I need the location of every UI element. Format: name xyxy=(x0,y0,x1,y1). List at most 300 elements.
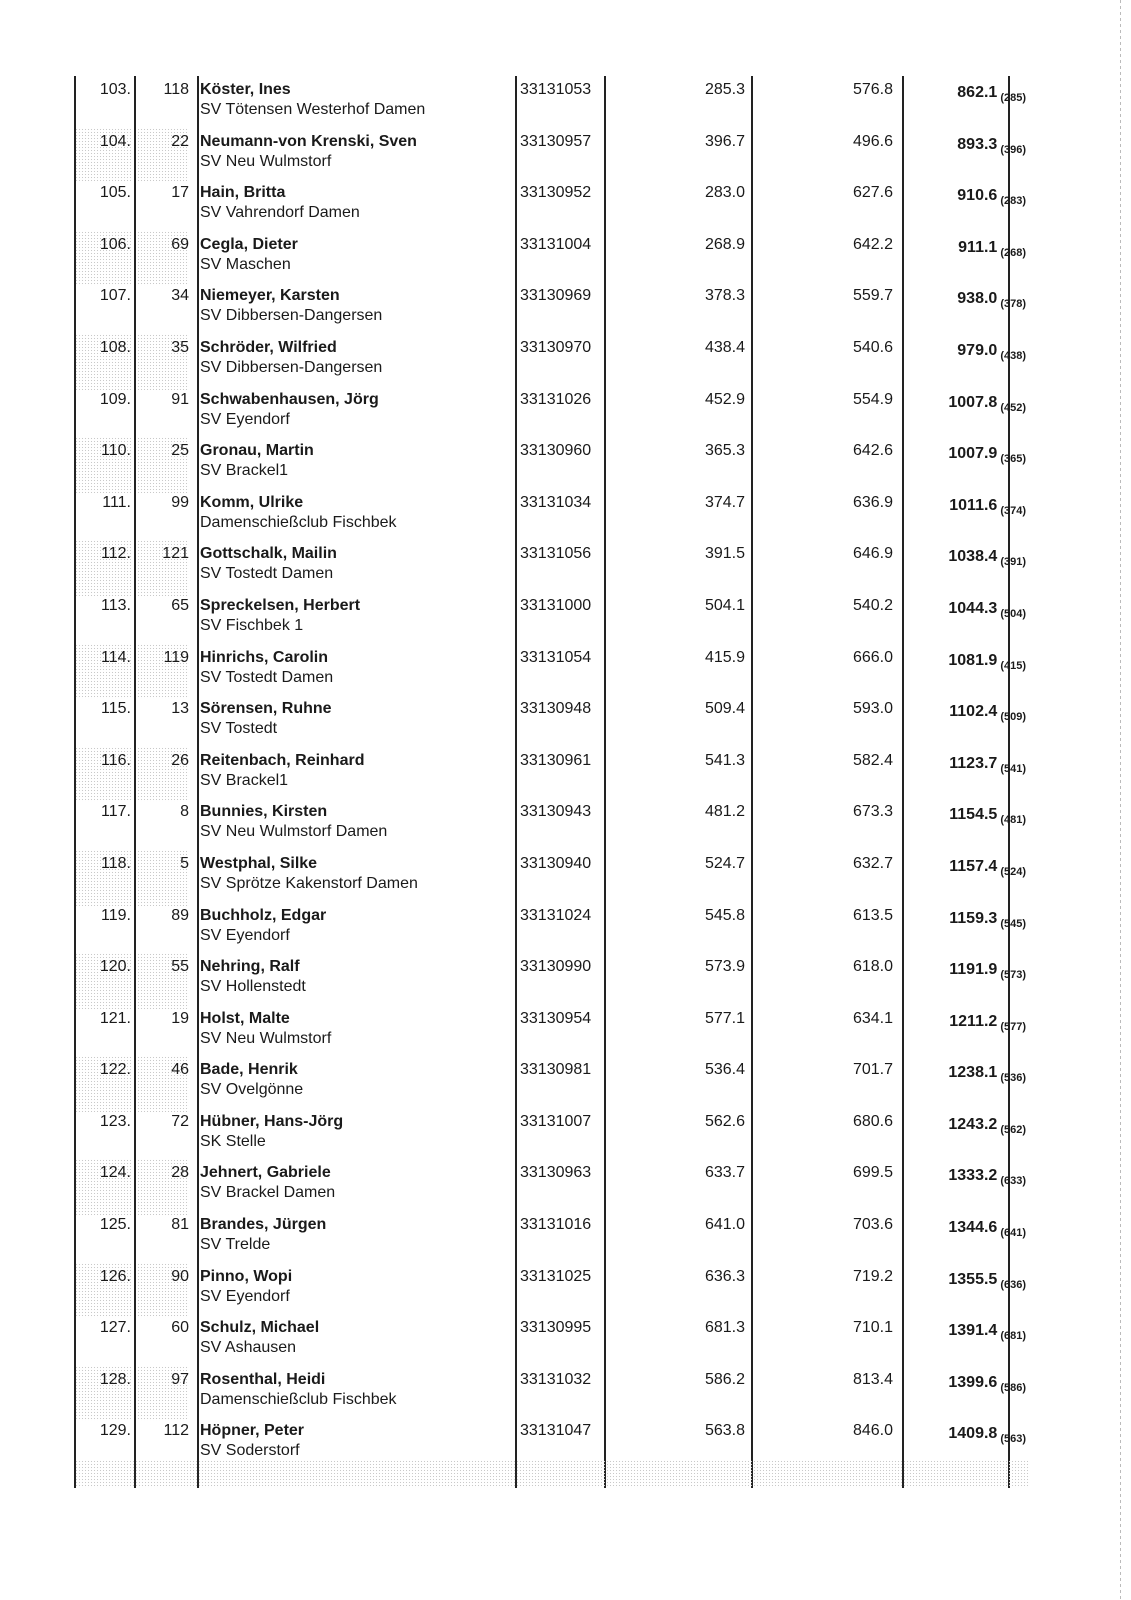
id-cell: 33130961 xyxy=(520,751,592,769)
start-number-cell: 17 xyxy=(171,184,189,202)
rank-cell: 108. xyxy=(75,334,131,390)
shooter-name: Westphal, Silke xyxy=(200,854,318,872)
start-number-cell: 65 xyxy=(171,596,189,614)
score1-cell: 509.4 xyxy=(704,700,745,718)
id-cell: 33130970 xyxy=(520,338,592,356)
club-name: SV Vahrendorf Damen xyxy=(200,204,360,222)
name-cell xyxy=(200,1314,520,1370)
total-cell xyxy=(901,334,1026,393)
id-cell: 33131000 xyxy=(520,596,592,614)
best-value: (573) xyxy=(1000,969,1026,982)
shooter-name: Hübner, Hans-Jörg xyxy=(200,1112,344,1130)
id-cell: 33130995 xyxy=(520,1319,592,1337)
total-value: 1391.4 xyxy=(948,1322,998,1340)
table-row xyxy=(75,1108,1030,1160)
start-number-cell: 112 xyxy=(163,1422,189,1440)
best-value: (545) xyxy=(1000,917,1026,930)
start-number-cell: 121 xyxy=(137,540,189,596)
start-number-cell: 22 xyxy=(137,128,189,184)
club-name: SV Brackel1 xyxy=(200,771,289,789)
total-cell xyxy=(901,179,1026,238)
score1-cell: 633.7 xyxy=(704,1164,745,1182)
club-name: SV Dibbersen-Dangersen xyxy=(200,358,383,376)
rank-cell: 104. xyxy=(75,128,131,184)
rank-cell: 115. xyxy=(101,700,131,718)
table-row xyxy=(75,386,1030,438)
name-cell xyxy=(200,437,520,493)
best-value: (452) xyxy=(1000,401,1026,414)
table-row xyxy=(75,1366,1030,1418)
total-value: 1044.3 xyxy=(948,599,998,617)
total-value: 1238.1 xyxy=(948,1064,998,1082)
total-cell xyxy=(901,386,1026,445)
id-cell: 33130954 xyxy=(520,1009,592,1027)
name-cell xyxy=(200,386,520,442)
total-cell xyxy=(901,1314,1026,1373)
table-row xyxy=(75,798,1030,850)
table-row xyxy=(75,695,1030,747)
table-row xyxy=(75,953,1030,1005)
id-cell: 33130943 xyxy=(520,803,592,821)
score1-cell: 681.3 xyxy=(704,1319,745,1337)
start-number-cell: 34 xyxy=(171,287,189,305)
start-number-cell: 5 xyxy=(137,850,189,906)
best-value: (481) xyxy=(1000,814,1026,827)
rank-cell: 105. xyxy=(99,184,131,202)
best-value: (636) xyxy=(1000,1278,1026,1291)
best-value: (633) xyxy=(1000,1175,1026,1188)
score2-cell: 554.9 xyxy=(852,390,893,408)
score2-cell: 634.1 xyxy=(852,1009,893,1027)
score2-cell: 582.4 xyxy=(852,751,893,769)
start-number-cell: 60 xyxy=(171,1319,189,1337)
club-name: SV Neu Wulmstorf xyxy=(200,152,332,170)
name-cell xyxy=(200,76,520,132)
start-number-cell: 81 xyxy=(171,1216,189,1234)
total-value: 1409.8 xyxy=(948,1425,998,1443)
score1-cell: 391.5 xyxy=(704,545,745,563)
shooter-name: Schwabenhausen, Jörg xyxy=(200,390,379,408)
rank-cell: 106. xyxy=(75,231,131,287)
table-row xyxy=(75,1314,1030,1366)
score2-cell: 673.3 xyxy=(852,803,893,821)
rank-cell: 103. xyxy=(99,81,131,98)
id-cell: 33130948 xyxy=(520,700,592,718)
name-cell xyxy=(200,1159,520,1215)
shooter-name: Holst, Malte xyxy=(200,1009,290,1027)
score2-cell: 559.7 xyxy=(852,287,893,305)
name-cell xyxy=(200,540,520,596)
rank-cell: 121. xyxy=(99,1009,131,1027)
table-row xyxy=(75,1056,1030,1108)
total-cell xyxy=(901,644,1026,703)
club-name: SV Fischbek 1 xyxy=(200,616,304,634)
rank-cell: 129. xyxy=(99,1422,131,1440)
score1-cell: 545.8 xyxy=(704,906,745,924)
score2-cell: 618.0 xyxy=(852,958,893,976)
shooter-name: Niemeyer, Karsten xyxy=(200,287,340,305)
rank-cell: 127. xyxy=(99,1319,131,1337)
results-table xyxy=(75,76,1030,1469)
rank-cell: 114. xyxy=(75,644,131,700)
table-row xyxy=(75,334,1030,386)
shooter-name: Bunnies, Kirsten xyxy=(200,803,328,821)
total-value: 1102.4 xyxy=(949,703,998,721)
shooter-name: Spreckelsen, Herbert xyxy=(200,596,361,614)
id-cell: 33131054 xyxy=(520,648,592,666)
club-name: SV Sprötze Kakenstorf Damen xyxy=(200,874,418,892)
rank-cell: 111. xyxy=(102,493,131,511)
rank-cell: 119. xyxy=(101,906,131,924)
score1-cell: 396.7 xyxy=(704,132,745,150)
best-value: (365) xyxy=(1000,453,1026,466)
score2-cell: 642.6 xyxy=(852,442,893,460)
club-name: SV Trelde xyxy=(200,1236,271,1254)
start-number-cell: 25 xyxy=(137,437,189,493)
scan-edge xyxy=(1120,0,1121,1600)
total-cell xyxy=(901,695,1026,754)
score2-cell: 703.6 xyxy=(852,1216,893,1234)
rank-cell: 120. xyxy=(75,953,131,1009)
score2-cell: 646.9 xyxy=(852,545,893,563)
start-number-cell: 119 xyxy=(137,644,189,700)
club-name: SV Eyendorf xyxy=(200,1287,290,1305)
club-name: SV Neu Wulmstorf xyxy=(200,1029,332,1047)
rank-cell: 128. xyxy=(75,1366,131,1422)
score1-cell: 374.7 xyxy=(704,493,745,511)
score1-cell: 452.9 xyxy=(704,390,745,408)
table-row xyxy=(75,76,1030,128)
shooter-name: Höpner, Peter xyxy=(200,1422,305,1440)
score2-cell: 710.1 xyxy=(852,1319,893,1337)
best-value: (504) xyxy=(1000,607,1026,620)
start-number-cell: 90 xyxy=(137,1263,189,1319)
best-value: (396) xyxy=(1000,143,1026,156)
name-cell xyxy=(200,231,520,287)
club-name: SV Eyendorf xyxy=(200,410,290,428)
total-value: 1399.6 xyxy=(948,1373,998,1391)
name-cell xyxy=(200,1211,520,1267)
club-name: SV Tötensen Westerhof Damen xyxy=(200,101,426,118)
score2-cell: 627.6 xyxy=(852,184,893,202)
club-name: SV Hollenstedt xyxy=(200,978,306,996)
best-value: (577) xyxy=(1000,1020,1026,1033)
total-cell xyxy=(901,128,1026,187)
score2-cell: 699.5 xyxy=(852,1164,893,1182)
score1-cell: 636.3 xyxy=(704,1267,745,1285)
score2-cell: 613.5 xyxy=(852,906,893,924)
total-value: 1211.2 xyxy=(949,1012,998,1030)
score1-cell: 504.1 xyxy=(704,596,745,614)
best-value: (391) xyxy=(1000,556,1026,569)
total-value: 893.3 xyxy=(957,135,998,153)
shooter-name: Nehring, Ralf xyxy=(200,958,300,976)
start-number-cell: 99 xyxy=(171,493,189,511)
score2-cell: 813.4 xyxy=(852,1370,893,1388)
total-cell xyxy=(901,1159,1026,1218)
total-value: 1333.2 xyxy=(948,1167,998,1185)
score2-cell: 701.7 xyxy=(852,1061,893,1079)
total-cell xyxy=(901,798,1026,857)
rank-cell: 116. xyxy=(75,747,131,803)
club-name: SV Maschen xyxy=(200,255,291,273)
name-cell xyxy=(200,1005,520,1061)
best-value: (509) xyxy=(1000,711,1026,724)
score1-cell: 365.3 xyxy=(704,442,745,460)
rank-cell: 110. xyxy=(75,437,131,493)
total-value: 1038.4 xyxy=(948,548,998,566)
start-number-cell: 26 xyxy=(137,747,189,803)
total-value: 1191.9 xyxy=(949,961,998,979)
shooter-name: Schröder, Wilfried xyxy=(200,338,337,356)
name-cell xyxy=(200,644,520,700)
total-value: 1081.9 xyxy=(948,651,998,669)
best-value: (586) xyxy=(1000,1381,1026,1394)
id-cell: 33130960 xyxy=(520,442,592,460)
name-cell xyxy=(200,128,520,184)
club-name: SK Stelle xyxy=(200,1132,266,1150)
table-row xyxy=(75,489,1030,541)
name-cell xyxy=(200,695,520,751)
club-name: Damenschießclub Fischbek xyxy=(200,1390,397,1408)
score1-cell: 541.3 xyxy=(704,751,745,769)
id-cell: 33130969 xyxy=(520,287,592,305)
table-row xyxy=(75,592,1030,644)
club-name: SV Neu Wulmstorf Damen xyxy=(200,823,388,841)
name-cell xyxy=(200,179,520,235)
score2-cell: 593.0 xyxy=(852,700,893,718)
score2-cell: 680.6 xyxy=(852,1112,893,1130)
shooter-name: Köster, Ines xyxy=(200,81,291,98)
total-cell xyxy=(901,850,1026,909)
table-row xyxy=(75,282,1030,334)
total-cell xyxy=(901,1366,1026,1425)
score1-cell: 378.3 xyxy=(704,287,745,305)
score2-cell: 846.0 xyxy=(852,1422,893,1440)
score2-cell: 576.8 xyxy=(852,81,893,98)
best-value: (374) xyxy=(1000,504,1026,517)
start-number-cell: 46 xyxy=(137,1056,189,1112)
best-value: (378) xyxy=(1000,298,1026,311)
id-cell: 33131056 xyxy=(520,545,592,563)
start-number-cell: 69 xyxy=(137,231,189,287)
club-name: SV Ovelgönne xyxy=(200,1081,304,1099)
total-cell xyxy=(901,76,1026,135)
name-cell xyxy=(200,798,520,854)
rank-cell: 117. xyxy=(101,803,131,821)
total-value: 911.1 xyxy=(958,238,998,256)
rank-cell: 125. xyxy=(99,1216,131,1234)
id-cell: 33130963 xyxy=(520,1164,592,1182)
start-number-cell: 13 xyxy=(171,700,189,718)
score2-cell: 540.2 xyxy=(852,596,893,614)
table-row xyxy=(75,747,1030,799)
best-value: (285) xyxy=(1000,92,1026,104)
start-number-cell: 89 xyxy=(171,906,189,924)
shooter-name: Neumann-von Krenski, Sven xyxy=(200,132,417,150)
name-cell xyxy=(200,902,520,958)
score1-cell: 536.4 xyxy=(704,1061,745,1079)
club-name: SV Brackel Damen xyxy=(200,1184,336,1202)
score1-cell: 562.6 xyxy=(704,1112,745,1130)
score1-cell: 438.4 xyxy=(704,338,745,356)
start-number-cell: 35 xyxy=(137,334,189,390)
shooter-name: Schulz, Michael xyxy=(200,1319,320,1337)
start-number-cell: 91 xyxy=(171,390,189,408)
total-cell xyxy=(901,1211,1026,1270)
total-value: 1007.9 xyxy=(948,445,998,463)
table-row xyxy=(75,850,1030,902)
best-value: (536) xyxy=(1000,1072,1026,1085)
best-value: (681) xyxy=(1000,1330,1026,1343)
rank-cell: 109. xyxy=(99,390,131,408)
best-value: (283) xyxy=(1000,195,1026,208)
start-number-cell: 8 xyxy=(180,803,189,821)
start-number-cell: 28 xyxy=(137,1159,189,1215)
start-number-cell: 72 xyxy=(171,1112,189,1130)
total-cell xyxy=(901,902,1026,961)
id-cell: 33130981 xyxy=(520,1061,592,1079)
start-number-cell: 55 xyxy=(137,953,189,1009)
total-cell xyxy=(901,747,1026,806)
score1-cell: 481.2 xyxy=(704,803,745,821)
table-row xyxy=(75,231,1030,283)
total-value: 862.1 xyxy=(957,84,998,101)
name-cell xyxy=(200,1108,520,1164)
club-name: SV Tostedt Damen xyxy=(200,668,334,686)
total-value: 1154.5 xyxy=(949,806,998,824)
id-cell: 33131047 xyxy=(520,1422,592,1440)
total-value: 1159.3 xyxy=(949,909,998,927)
total-cell xyxy=(901,953,1026,1012)
score1-cell: 524.7 xyxy=(704,854,745,872)
total-cell xyxy=(901,489,1026,548)
total-cell xyxy=(901,437,1026,496)
id-cell: 33131032 xyxy=(520,1370,592,1388)
shooter-name: Jehnert, Gabriele xyxy=(200,1164,331,1182)
shooter-name: Komm, Ulrike xyxy=(200,493,304,511)
total-cell xyxy=(901,1108,1026,1167)
best-value: (562) xyxy=(1000,1123,1026,1136)
total-cell xyxy=(901,540,1026,599)
total-cell xyxy=(901,282,1026,341)
table-row xyxy=(75,644,1030,696)
name-cell xyxy=(200,1263,520,1319)
score1-cell: 415.9 xyxy=(704,648,745,666)
id-cell: 33130990 xyxy=(520,958,592,976)
table-row xyxy=(75,1211,1030,1263)
total-cell xyxy=(901,1005,1026,1064)
score1-cell: 563.8 xyxy=(704,1422,745,1440)
total-cell xyxy=(901,1056,1026,1115)
total-value: 1157.4 xyxy=(949,857,998,875)
rank-cell: 113. xyxy=(101,596,131,614)
table-row xyxy=(75,1005,1030,1057)
total-value: 1344.6 xyxy=(948,1219,998,1237)
score2-cell: 642.2 xyxy=(852,235,893,253)
score2-cell: 636.9 xyxy=(852,493,893,511)
table-row xyxy=(75,179,1030,231)
shooter-name: Gronau, Martin xyxy=(200,442,314,460)
shooter-name: Hinrichs, Carolin xyxy=(200,648,329,666)
best-value: (415) xyxy=(1000,659,1026,672)
total-value: 938.0 xyxy=(957,290,998,308)
rank-cell: 123. xyxy=(99,1112,131,1130)
id-cell: 33130940 xyxy=(520,854,592,872)
club-name: SV Tostedt Damen xyxy=(200,565,334,583)
score1-cell: 285.3 xyxy=(704,81,745,98)
shooter-name: Rosenthal, Heidi xyxy=(200,1370,326,1388)
club-name: SV Soderstorf xyxy=(200,1442,300,1460)
id-cell: 33130952 xyxy=(520,184,592,202)
score1-cell: 268.9 xyxy=(704,235,745,253)
table-row xyxy=(75,437,1030,489)
score1-cell: 283.0 xyxy=(704,184,745,202)
score2-cell: 632.7 xyxy=(852,854,893,872)
id-cell: 33131034 xyxy=(520,493,592,511)
name-cell xyxy=(200,747,520,803)
table-row xyxy=(75,540,1030,592)
total-value: 1011.6 xyxy=(949,496,998,514)
score2-cell: 719.2 xyxy=(852,1267,893,1285)
start-number-cell: 97 xyxy=(137,1366,189,1422)
id-cell: 33131024 xyxy=(520,906,592,924)
total-value: 979.0 xyxy=(957,341,998,359)
total-value: 1123.7 xyxy=(949,754,998,772)
id-cell: 33131026 xyxy=(520,390,592,408)
total-cell xyxy=(901,231,1026,290)
total-cell xyxy=(901,1263,1026,1322)
total-value: 910.6 xyxy=(957,187,998,205)
shooter-name: Reitenbach, Reinhard xyxy=(200,751,365,769)
score1-cell: 573.9 xyxy=(704,958,745,976)
table-tail xyxy=(75,1460,1030,1488)
table-row xyxy=(75,902,1030,954)
club-name: SV Brackel1 xyxy=(200,462,289,480)
total-value: 1355.5 xyxy=(948,1270,998,1288)
best-value: (268) xyxy=(1000,246,1026,259)
total-cell xyxy=(901,592,1026,651)
table-row xyxy=(75,1263,1030,1315)
id-cell: 33131016 xyxy=(520,1216,592,1234)
shooter-name: Gottschalk, Mailin xyxy=(200,545,337,563)
shooter-name: Cegla, Dieter xyxy=(200,235,298,253)
name-cell xyxy=(200,592,520,648)
best-value: (438) xyxy=(1000,349,1026,362)
table-row xyxy=(75,128,1030,180)
score1-cell: 586.2 xyxy=(704,1370,745,1388)
id-cell: 33131007 xyxy=(520,1112,592,1130)
rank-cell: 118. xyxy=(75,850,131,906)
name-cell xyxy=(200,489,520,545)
shooter-name: Hain, Britta xyxy=(200,184,286,202)
rank-cell: 122. xyxy=(75,1056,131,1112)
club-name: SV Ashausen xyxy=(200,1339,297,1357)
club-name: SV Tostedt xyxy=(200,720,278,738)
id-cell: 33131004 xyxy=(520,235,592,253)
rank-cell: 107. xyxy=(99,287,131,305)
name-cell xyxy=(200,282,520,338)
best-value: (641) xyxy=(1000,1227,1026,1240)
id-cell: 33131025 xyxy=(520,1267,592,1285)
club-name: Damenschießclub Fischbek xyxy=(200,513,397,531)
id-cell: 33130957 xyxy=(520,132,592,150)
best-value: (563) xyxy=(1000,1433,1026,1446)
score1-cell: 641.0 xyxy=(704,1216,745,1234)
club-name: SV Dibbersen-Dangersen xyxy=(200,307,383,325)
table-row xyxy=(75,1159,1030,1211)
club-name: SV Eyendorf xyxy=(200,926,290,944)
